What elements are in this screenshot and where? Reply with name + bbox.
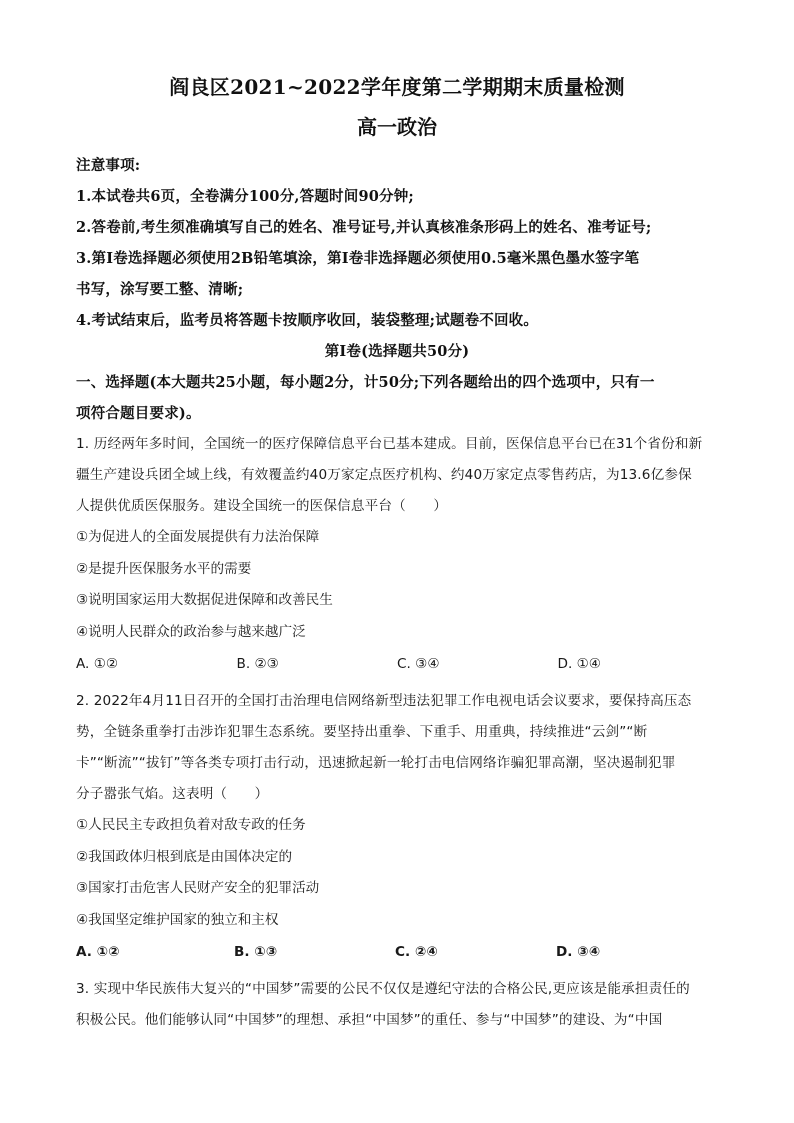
- statement-item: ④我国坚定维护国家的独立和主权: [76, 911, 279, 928]
- choice-b: B. ②③: [236, 656, 279, 672]
- answer-choices: [76, 936, 718, 968]
- page-title: 阎良区2021~2022学年度第二学期期末质量检测: [169, 75, 625, 99]
- answer-choices: [76, 648, 718, 680]
- question-stem-line: 1. 历经两年多时间，全国统一的医疗保障信息平台已基本建成。目前，医保信息平台已在31个省份和新: [76, 436, 703, 452]
- statement-item: ①人民民主专政担负着对敌专政的任务: [76, 817, 306, 833]
- question-stem-line: 2. 2022年4月11日召开的全国打击治理电信网络新型违法犯罪工作电视电话会议要求，要保持高压态: [76, 693, 692, 709]
- question-stem-line: 人提供优质医保服务。建设全国统一的医保信息平台（ ）: [76, 498, 448, 514]
- choice-a: A. ①②: [76, 944, 120, 960]
- choice-b: B. ①③: [234, 944, 278, 960]
- question-stem-line: 卡”“断流”“拔钉”等各类专项打击行动，迅速掀起新一轮打击电信网络诈骗犯罪高潮，坚决遏制犯罪: [76, 755, 676, 771]
- section-description: 项符合题目要求)。: [76, 405, 201, 422]
- question-2: [76, 686, 718, 968]
- statement-item: ④说明人民群众的政治参与越来越广泛: [76, 623, 306, 640]
- notice-item: 3.第Ⅰ卷选择题必须使用2B铅笔填涂，第Ⅰ卷非选择题必须使用0.5毫米黑色墨水签字笔: [76, 250, 640, 267]
- question-stem-line: 分子嚣张气焰。这表明（ ）: [76, 786, 269, 802]
- notice-block: [76, 150, 718, 336]
- statement-item: ①为促进人的全面发展提供有力法治保障: [76, 529, 320, 545]
- question-stem-line: 3. 实现中华民族伟大复兴的“中国梦”需要的公民不仅仅是遵纪守法的合格公民,更应该是能承担责任的: [76, 981, 690, 997]
- question-1: [76, 429, 718, 680]
- section-description: 一、选择题(本大题共25小题，每小题2分，计50分;下列各题给出的四个选项中，只有一: [76, 374, 655, 391]
- question-stem-line: 积极公民。他们能够认同“中国梦”的理想、承担“中国梦”的重任、参与“中国梦”的建设、为“中国: [76, 1012, 663, 1028]
- choice-d: D. ①④: [557, 656, 601, 672]
- notice-heading: 注意事项:: [76, 157, 141, 174]
- choice-c: C. ②④: [395, 944, 438, 960]
- statement-item: ②我国政体归根到底是由国体决定的: [76, 848, 293, 865]
- choice-d: D. ③④: [556, 944, 601, 960]
- notice-item: 2.答卷前,考生须准确填写自己的姓名、准号证号,并认真核准条形码上的姓名、准考证号;: [76, 219, 652, 236]
- choice-c: C. ③④: [397, 656, 440, 672]
- section-title: 第Ⅰ卷(选择题共50分): [324, 343, 470, 360]
- notice-item: 1.本试卷共6页，全卷满分100分,答题时间90分钟;: [76, 188, 414, 205]
- page-subtitle: 高一政治: [357, 115, 437, 139]
- statement-item: ②是提升医保服务水平的需要: [76, 560, 252, 577]
- question-stem-line: 势，全链条重拳打击涉诈犯罪生态系统。要坚持出重拳、下重手、用重典，持续推进“云剑”“断: [76, 724, 648, 740]
- notice-item: 4.考试结束后，监考员将答题卡按顺序收回，装袋整理;试题卷不回收。: [76, 312, 539, 329]
- statement-item: ③说明国家运用大数据促进保障和改善民生: [76, 592, 333, 608]
- statement-item: ③国家打击危害人民财产安全的犯罪活动: [76, 880, 320, 896]
- question-stem-line: 疆生产建设兵团全域上线，有效覆盖约40万家定点医疗机构、约40万家定点零售药店，为13.6亿参保: [76, 467, 692, 483]
- question-3: [76, 974, 718, 1036]
- notice-item: 书写，涂写要工整、清晰;: [76, 281, 244, 298]
- choice-a: A. ①②: [76, 656, 119, 672]
